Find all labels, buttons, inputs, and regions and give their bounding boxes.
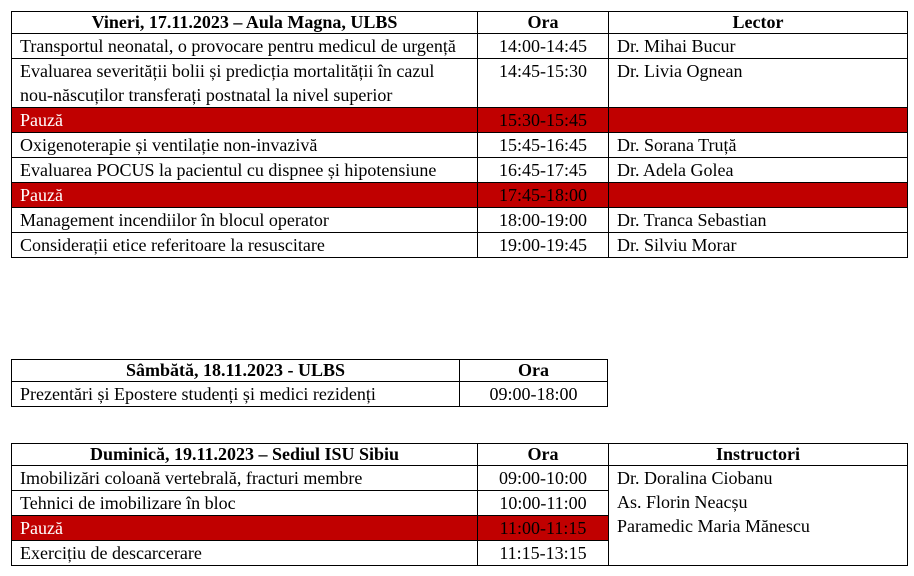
session-topic: Imobilizări coloană vertebrală, fracturi membre [12,466,478,491]
session-time: 16:45-17:45 [478,158,609,183]
session-topic: Management incendiilor în blocul operator [12,208,478,233]
pause-row [12,183,908,208]
table-row [12,133,908,158]
instructor-name: As. Florin Neacșu [617,492,748,512]
table-header-row [12,12,908,34]
time-column-header: Ora [478,12,609,34]
session-time: 14:00-14:45 [478,34,609,59]
table-header-row [12,444,908,466]
session-lecturer: Dr. Silviu Morar [609,233,908,258]
pause-row [12,108,908,133]
pause-label: Pauză [12,516,478,541]
time-column-header: Ora [460,360,608,382]
session-topic: Considerații etice referitoare la resuscitare [12,233,478,258]
session-lecturer: Dr. Livia Ognean [609,59,908,108]
session-lecturer: Dr. Tranca Sebastian [609,208,908,233]
session-topic: Oxigenoterapie și ventilație non-invazivă [12,133,478,158]
day-title: Duminică, 19.11.2023 – Sediul ISU Sibiu [12,444,478,466]
table-row [12,208,908,233]
table-row [12,382,608,407]
sunday-schedule-table [11,443,908,566]
day-title: Vineri, 17.11.2023 – Aula Magna, ULBS [12,12,478,34]
session-time: 09:00-10:00 [478,466,609,491]
session-topic: Evaluarea severității bolii și predicția mortalității în cazul nou-născuților transferați postnatal la nivel superior [12,59,478,108]
session-time: 11:15-13:15 [478,541,609,566]
pause-lecturer-cell [609,108,908,133]
pause-time: 17:45-18:00 [478,183,609,208]
friday-schedule-table [11,11,908,258]
day-title: Sâmbătă, 18.11.2023 - ULBS [12,360,460,382]
table-header-row [12,360,608,382]
session-time: 09:00-18:00 [460,382,608,407]
session-topic: Tehnici de imobilizare în bloc [12,491,478,516]
session-time: 19:00-19:45 [478,233,609,258]
instructors-cell [609,466,908,566]
session-topic: Exercițiu de descarcerare [12,541,478,566]
instructor-name: Paramedic Maria Mănescu [617,516,810,536]
session-lecturer: Dr. Adela Golea [609,158,908,183]
time-column-header: Ora [478,444,609,466]
saturday-schedule-table [11,359,608,407]
instructor-name: Dr. Doralina Ciobanu [617,468,773,488]
session-time: 18:00-19:00 [478,208,609,233]
table-row [12,466,908,491]
session-topic: Prezentări și Epostere studenți și medici rezidenți [12,382,460,407]
session-topic: Transportul neonatal, o provocare pentru medicul de urgență [12,34,478,59]
table-row [12,233,908,258]
table-row [12,59,908,108]
pause-lecturer-cell [609,183,908,208]
pause-label: Pauză [12,108,478,133]
session-topic: Evaluarea POCUS la pacientul cu dispnee și hipotensiune [12,158,478,183]
session-time: 15:45-16:45 [478,133,609,158]
pause-time: 15:30-15:45 [478,108,609,133]
pause-label: Pauză [12,183,478,208]
table-row [12,34,908,59]
pause-time: 11:00-11:15 [478,516,609,541]
session-lecturer: Dr. Mihai Bucur [609,34,908,59]
instructors-column-header: Instructori [609,444,908,466]
session-lecturer: Dr. Sorana Truță [609,133,908,158]
lecturer-column-header: Lector [609,12,908,34]
table-row [12,158,908,183]
session-time: 10:00-11:00 [478,491,609,516]
session-time: 14:45-15:30 [478,59,609,108]
